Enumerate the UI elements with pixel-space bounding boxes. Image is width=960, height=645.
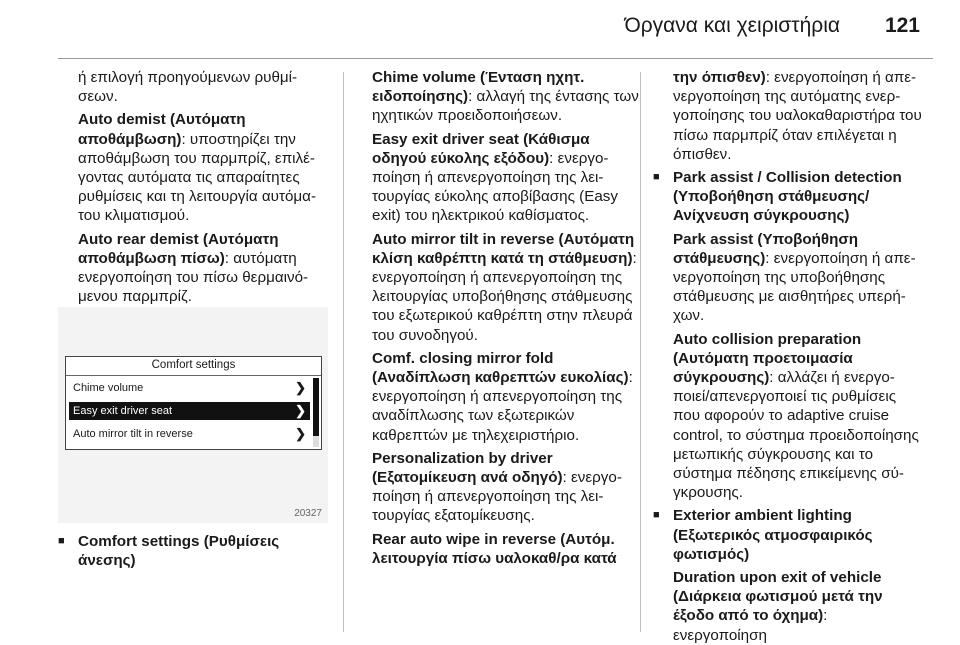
bullet-exterior-lighting: ■ Exterior ambient lighting (Εξωτερικός ατμοσφαιρικός φωτισμός) — [653, 506, 925, 564]
paragraph-personalization: Personalization by driver (Εξατομίκευση ανά οδηγό): ενεργοποίηση ή απενεργοποίηση της λειτουργίας εξατομίκευσης. — [372, 449, 622, 525]
display-screen — [65, 356, 322, 450]
paragraph: ή επιλογή προηγούμενων ρυθμίσεων. — [78, 69, 298, 106]
column-3 — [653, 68, 925, 645]
term: Rear auto wipe in reverse (Αυτόμ. λειτουργία πίσω υαλοκαθ/ρα κατά — [372, 530, 617, 567]
chevron-right-icon: ❯ — [295, 426, 306, 441]
page-header — [0, 0, 960, 54]
term: Auto demist (Αυτόματη αποθάμβωση) — [78, 111, 246, 148]
term: Chime volume (Ένταση ηχητ. ειδοποίησης) — [372, 69, 585, 106]
column-divider — [343, 72, 344, 632]
column-2 — [372, 68, 642, 568]
paragraph-collision-prep: Auto collision preparation (Αυτόματη προετοιμασία σύγκρουσης): αλλάζει ή ενεργοποιεί/απενεργοποιεί τις ρυθμίσεις που αφορούν το adaptive cruise control, το σύστημα προειδοποίησης μετωπικής σύγκρουσης και το σύστημα πέδησης επικείμενης σύγκρουσης. — [673, 330, 919, 502]
paragraph-mirror-fold: Comf. closing mirror fold (Αναδίπλωση καθρεπτών ευκολίας): ενεργοποίηση ή απενεργοποίηση της αναδίπλωσης των εξωτερικών καθρεπτών με τηλεχειριστήριο. — [372, 349, 633, 444]
paragraph-auto-demist: Auto demist (Αυτόματη αποθάμβωση): υποστηρίζει την αποθάμβωση του παρμπρίζ, επιλέγοντας αυτόματα τις απαραίτητες ρυθμίσεις και τη λειτουργία αυτόματου κλιματισμού. — [78, 111, 317, 225]
bullet-comfort-settings: ■ Comfort settings (Ρυθμίσεις άνεσης) — [58, 532, 328, 570]
term: Easy exit driver seat (Κάθισμα οδηγού εύκολης εξόδου) — [372, 130, 590, 167]
term: την όπισθεν) — [673, 69, 766, 86]
header-rule — [58, 58, 933, 59]
term: Comf. closing mirror fold (Αναδίπλωση καθρεπτών ευκολίας) — [372, 349, 629, 387]
screen-rule — [66, 375, 321, 376]
menu-item-chime-volume[interactable]: Chime volume ❯ — [73, 380, 306, 395]
chevron-right-icon: ❯ — [295, 403, 306, 418]
paragraph-easy-exit: Easy exit driver seat (Κάθισμα οδηγού εύκολης εξόδου): ενεργοποίηση ή απενεργοποίηση της λειτουργίας εύκολης αποβίβασης (Easy exit) του ηλεκτρικού καθίσματος. — [372, 130, 618, 225]
figure-number: 20327 — [294, 508, 322, 519]
scrollbar-thumb[interactable] — [313, 378, 319, 436]
term: Duration upon exit of vehicle (Διάρκεια φωτισμού μετά την έξοδο από το όχημα) — [673, 569, 883, 625]
term: Auto rear demist (Αυτόματη αποθάμβωση πίσω) — [78, 230, 279, 267]
bullet-park-assist: ■ Park assist / Collision detection (Υποβοήθηση στάθμευσης/ Ανίχνευση σύγκρουσης) — [653, 168, 925, 226]
paragraph-exit-duration: Duration upon exit of vehicle (Διάρκεια φωτισμού μετά την έξοδο από το όχημα): ενεργοποίηση — [673, 569, 883, 644]
term: Auto collision preparation (Αυτόματη προετοιμασία σύγκρουσης) — [673, 330, 862, 387]
column-1 — [58, 68, 328, 310]
header-title: Όργανα και χειριστήρια — [624, 14, 840, 37]
term: Personalization by driver (Εξατομίκευση ανά οδηγό) — [372, 449, 563, 487]
paragraph-auto-mirror-tilt: Auto mirror tilt in reverse (Αυτόματη κλίση καθρέπτη κατά τη στάθμευση): ενεργοποίηση ή απενεργοποίηση της λειτουργίας υποβοήθησης στάθμευσης του εξωτερικού καθρέπτη στην πλευρά του συνοδηγού. — [372, 230, 637, 344]
term: Auto mirror tilt in reverse (Αυτόματη κλίση καθρέπτη κατά τη στάθμευση) — [372, 230, 635, 267]
paragraph-chime-volume: Chime volume (Ένταση ηχητ. ειδοποίησης): αλλαγή της έντασης των ηχητικών προειδοποιήσεων. — [372, 69, 639, 125]
paragraph-rear-auto-wipe — [372, 530, 642, 568]
screen-title: Comfort settings — [151, 359, 236, 371]
paragraph-auto-rear-demist: Auto rear demist (Αυτόματη αποθάμβωση πίσω): αυτόματη ενεργοποίηση του πίσω θερμαινόμενου παρμπρίζ. — [78, 230, 309, 306]
column-1-bullet — [58, 532, 328, 574]
menu-item-easy-exit[interactable]: Easy exit driver seat ❯ — [69, 402, 310, 420]
paragraph-rear-wipe-continued: την όπισθεν): ενεργοποίηση ή απενεργοποίηση της αυτόματης ενεργοποίησης του υαλοκαθαριστήρα του πίσω παρμπρίζ όταν επιλέγεται η όπισθεν. — [673, 69, 922, 163]
menu-item-auto-mirror-tilt[interactable]: Auto mirror tilt in reverse ❯ — [73, 426, 306, 441]
page-number: 121 — [884, 14, 920, 37]
chevron-right-icon: ❯ — [295, 380, 306, 395]
paragraph-park-assist: Park assist (Υποβοήθηση στάθμευσης): ενεργοποίηση ή απενεργοποίηση της υποβοήθησης στάθμευσης με αισθητήρες υπερήχων. — [673, 230, 916, 325]
term: Park assist (Υποβοήθηση στάθμευσης) — [673, 230, 859, 267]
comfort-settings-figure — [58, 307, 328, 523]
